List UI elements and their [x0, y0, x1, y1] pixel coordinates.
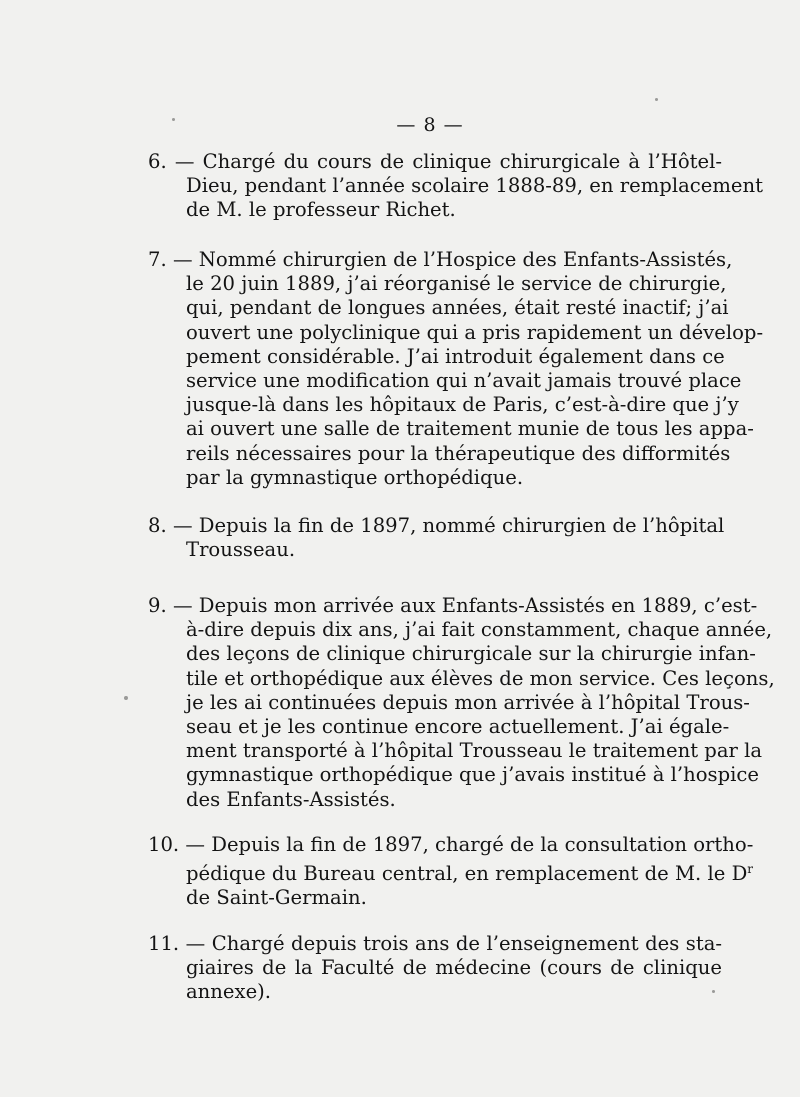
list-item	[148, 594, 775, 812]
entry-line: le 20 juin 1889, j’ai réorganisé le service de chirurgie,	[186, 272, 727, 296]
entry-line: — Depuis la fin de 1897, nommé chirurgien de l’hôpital	[172, 514, 725, 537]
entry-number: 10.	[148, 833, 180, 856]
entry-line: ouvert une polyclinique qui a pris rapidement un dévelop-	[186, 320, 764, 344]
entry-line: — Nommé chirurgien de l’Hospice des Enfants-Assistés,	[172, 248, 733, 271]
entry-line: de M. le professeur Richet.	[186, 198, 456, 222]
entry-line: reils nécessaires pour la thérapeutique des difformités	[186, 441, 731, 465]
entry-line: je les ai continuées depuis mon arrivée à l’hôpital Trous-	[186, 690, 750, 714]
entry-line: par la gymnastique orthopédique.	[186, 465, 524, 489]
entry-line: — Chargé depuis trois ans de l’enseignement des sta-	[185, 932, 722, 955]
entry-first-line	[148, 932, 722, 956]
entry-number: 7.	[148, 248, 167, 271]
entry-number: 8.	[148, 514, 167, 537]
entry-line: des leçons de clinique chirurgicale sur la chirurgie infan-	[186, 642, 756, 666]
entry-line: pédique du Bureau central, en remplacement de M. le D	[186, 862, 748, 886]
entry-line: — Depuis la fin de 1897, chargé de la consultation ortho-	[185, 833, 754, 856]
entry-line: tile et orthopédique aux élèves de mon service. Ces leçons,	[186, 666, 775, 690]
entry-line: jusque-là dans les hôpitaux de Paris, c’est-à-dire que j’y	[186, 393, 739, 417]
entry-line: annexe).	[186, 980, 272, 1004]
entry-number: 11.	[148, 932, 180, 955]
entry-line: seau et je les continue encore actuellement. J’ai égale-	[186, 715, 730, 739]
paper-speck	[124, 696, 128, 700]
entry-line: pement considérable. J’ai introduit également dans ce	[186, 344, 725, 368]
list-item	[148, 932, 722, 1005]
paper-speck	[655, 98, 658, 101]
entry-line: ment transporté à l’hôpital Trousseau le traitement par la	[186, 739, 763, 763]
page-number: — 8 —	[396, 114, 464, 136]
entry-number: 9.	[148, 594, 167, 617]
entry-line: Dieu, pendant l’année scolaire 1888-89, en remplacement	[186, 174, 764, 198]
entry-line: à-dire depuis dix ans, j’ai fait constamment, chaque année,	[186, 618, 773, 642]
list-item	[148, 248, 764, 490]
entry-first-line	[148, 833, 754, 857]
entry-line: service une modification qui n’avait jamais trouvé place	[186, 369, 742, 393]
superscript: r	[747, 862, 754, 877]
entry-first-line	[148, 594, 758, 618]
entry-line: de Saint-Germain.	[186, 886, 367, 910]
entry-line: qui, pendant de longues années, était resté inactif; j’ai	[186, 296, 729, 320]
entry-line: des Enfants-Assistés.	[186, 787, 396, 811]
entry-first-line	[148, 248, 733, 272]
entry-line: Trousseau.	[186, 538, 296, 562]
entry-line: — Chargé du cours de clinique chirurgicale à l’Hôtel-	[174, 150, 722, 173]
entry-line: giaires de la Faculté de médecine (cours de clinique	[186, 956, 722, 980]
list-item	[148, 514, 725, 562]
entry-line: — Depuis mon arrivée aux Enfants-Assistés en 1889, c’est-	[172, 594, 758, 617]
entry-first-line	[148, 514, 725, 538]
entry-first-line	[148, 150, 722, 174]
list-item	[148, 833, 754, 911]
entry-line-with-superscript	[148, 857, 754, 886]
entry-line: ai ouvert une salle de traitement munie de tous les appa-	[186, 417, 754, 441]
list-item	[148, 150, 764, 223]
entry-number: 6.	[148, 150, 167, 173]
entry-line: gymnastique orthopédique que j’avais institué à l’hospice	[186, 763, 759, 787]
